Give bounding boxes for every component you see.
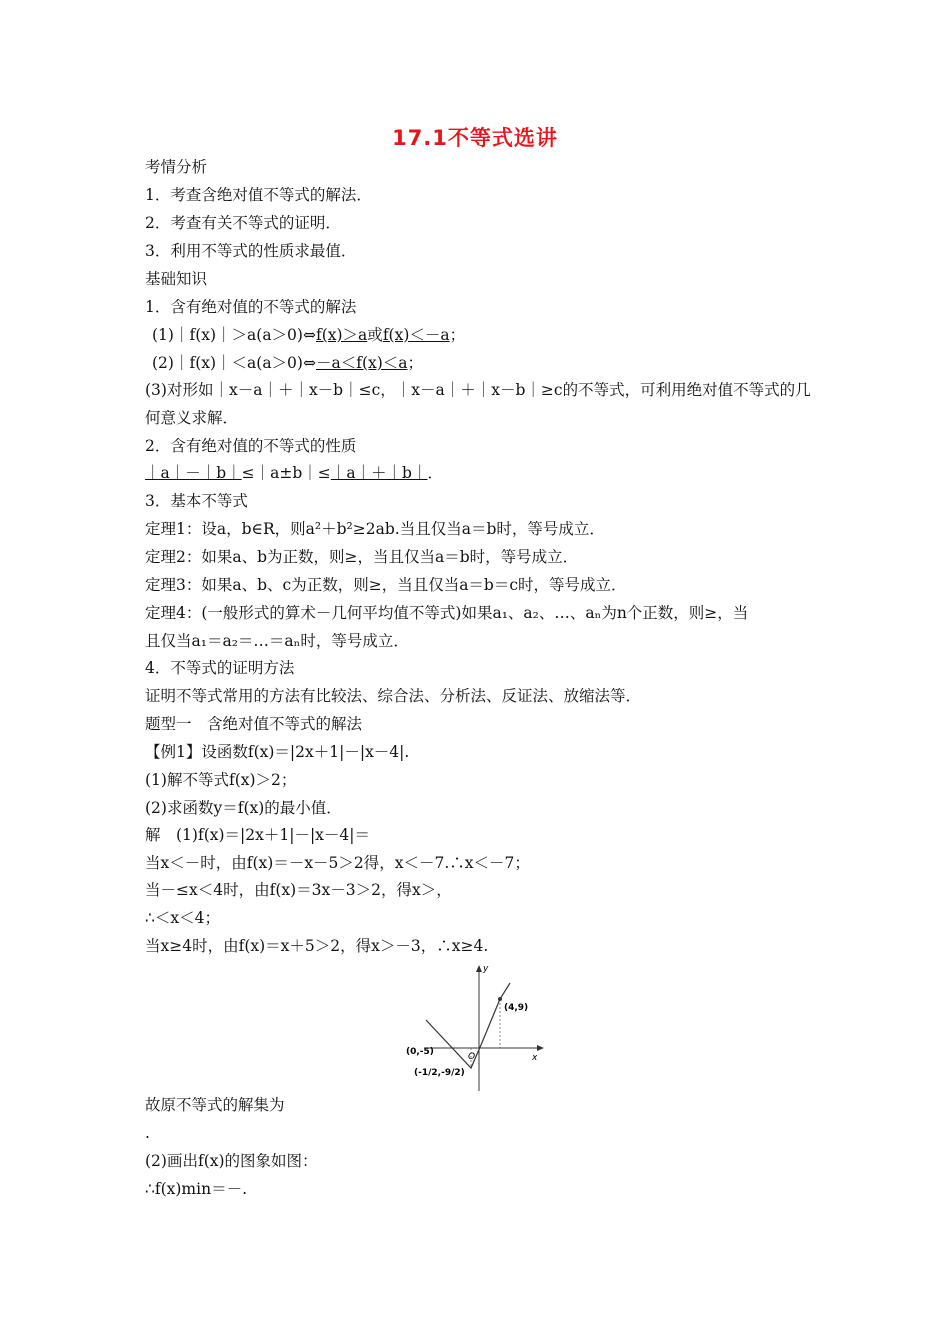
origin-label: O — [468, 1052, 476, 1062]
rule-text: (1)｜f(x)｜＞a(a＞0)⇔ — [152, 326, 316, 344]
text-line: 2．含有绝对值的不等式的性质 — [145, 437, 357, 455]
blank-answer: －a＜f(x)＜a — [315, 354, 408, 372]
rule-text: 或 — [367, 326, 383, 344]
solution-line: ∴f(x)min＝－. — [145, 1180, 247, 1198]
solution-line: . — [145, 1124, 150, 1142]
theorem-4: 定理4：(一般形式的算术－几何平均值不等式)如果a₁、a₂、…、aₙ为n个正数，则≥，当 — [145, 604, 749, 622]
abs-ineq-rule-2 — [152, 353, 423, 373]
point-label: (-1/2,-9/2) — [414, 1068, 465, 1078]
heading-kaoqing: 考情分析 — [145, 158, 208, 176]
text-line: 4．不等式的证明方法 — [145, 659, 295, 677]
rule-text: ． — [427, 464, 443, 482]
page-title: 17.1不等式选讲 — [392, 126, 558, 150]
rule-text: ≤｜a±b｜≤ — [241, 464, 331, 482]
point-label: (0,-5) — [406, 1047, 434, 1057]
solution-line: 故原不等式的解集为 — [145, 1096, 285, 1114]
rule-text: ； — [407, 354, 424, 372]
text-line: 证明不等式常用的方法有比较法、综合法、分析法、反证法、放缩法等． — [145, 687, 642, 705]
text-line: 1．含有绝对值的不等式的解法 — [145, 298, 357, 316]
theorem-2: 定理2：如果a、b为正数，则≥，当且仅当a＝b时，等号成立． — [145, 548, 579, 566]
text-line: 何意义求解． — [145, 409, 239, 427]
solution-line: 当x≥4时，由f(x)＝x＋5＞2，得x＞－3，∴x≥4. — [145, 937, 489, 955]
abs-ineq-property — [145, 463, 443, 483]
example-1: 【例1】设函数f(x)＝|2x＋1|－|x－4|. — [145, 743, 410, 761]
text-line: (3)对形如｜x－a｜＋｜x－b｜≤c，｜x－a｜＋｜x－b｜≥c的不等式，可利用绝对值不等式的几 — [145, 381, 811, 399]
solution-line: (2)画出f(x)的图象如图： — [145, 1152, 318, 1170]
y-axis-label: y — [483, 964, 489, 974]
question-2: (2)求函数y＝f(x)的最小值． — [145, 799, 342, 817]
theorem-1: 定理1：设a，b∈R，则a²＋b²≥2ab.当且仅当a＝b时，等号成立． — [145, 520, 605, 538]
blank-answer: ｜a｜＋｜b｜ — [330, 464, 428, 482]
theorem-3: 定理3：如果a、b、c为正数，则≥，当且仅当a＝b＝c时，等号成立． — [145, 576, 627, 594]
x-axis-label: x — [532, 1053, 538, 1063]
problem-type-heading: 题型一 含绝对值不等式的解法 — [145, 715, 363, 733]
theorem-4-cont: 且仅当a₁＝a₂＝…＝aₙ时，等号成立． — [145, 632, 409, 650]
rule-text: ； — [449, 326, 466, 344]
text-line: 3．利用不等式的性质求最值． — [145, 242, 357, 260]
point-label: (4,9) — [504, 1003, 529, 1013]
blank-answer: f(x)＞a — [315, 326, 368, 344]
solution-line: 当x＜－时，由f(x)＝－x－5＞2得，x＜－7.∴x＜－7； — [145, 854, 530, 872]
rule-text: (2)｜f(x)｜＜a(a＞0)⇔ — [152, 354, 316, 372]
text-line: 3．基本不等式 — [145, 492, 248, 510]
solution-line: ∴＜x＜4； — [145, 909, 220, 927]
abs-ineq-rule-1 — [152, 325, 465, 345]
text-line: 1．考查含绝对值不等式的解法． — [145, 186, 372, 204]
function-graph — [404, 963, 554, 1095]
heading-jichu: 基础知识 — [145, 270, 208, 288]
solution-line: 当－≤x＜4时，由f(x)＝3x－3＞2，得x＞， — [145, 881, 452, 899]
text-line: 2．考查有关不等式的证明． — [145, 214, 341, 232]
solution-line: 解 (1)f(x)＝|2x＋1|－|x－4|＝ — [145, 826, 370, 844]
blank-answer: ｜a｜－｜b｜ — [145, 464, 242, 482]
blank-answer: f(x)＜－a — [382, 326, 450, 344]
question-1: (1)解不等式f(x)＞2； — [145, 771, 297, 789]
